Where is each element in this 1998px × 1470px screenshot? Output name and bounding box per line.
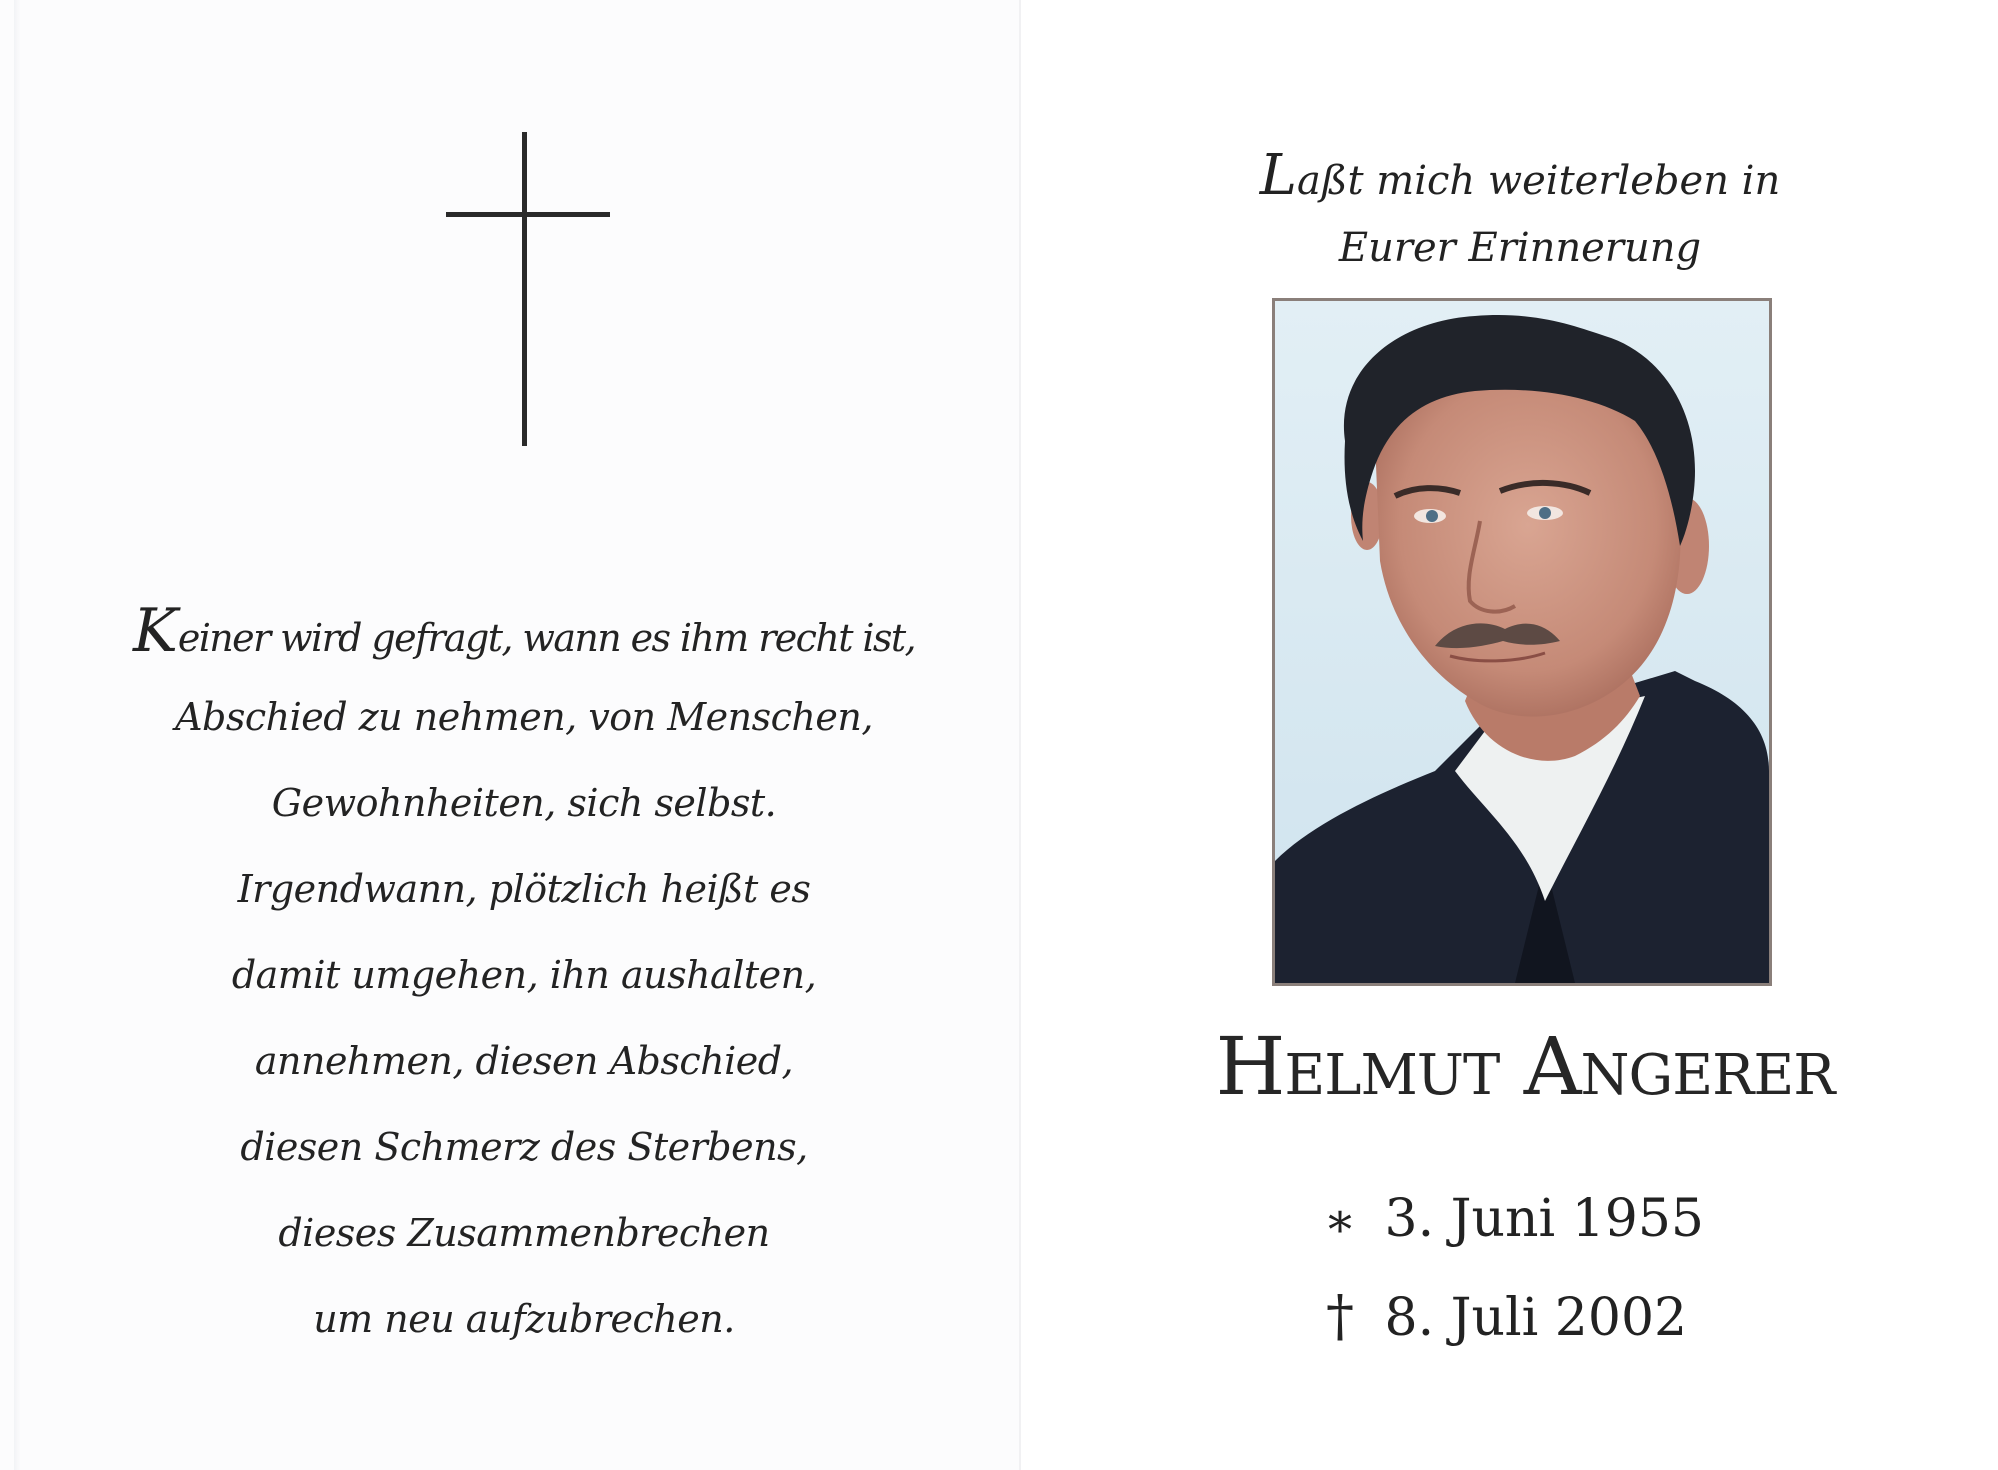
motto-line-rest: aßt mich weiterleben in <box>1296 158 1781 204</box>
cross-horizontal-bar <box>446 212 610 217</box>
birth-row <box>1312 1170 1712 1268</box>
poem-initial: K <box>133 596 178 666</box>
latin-cross-icon <box>446 132 610 446</box>
poem-line: Gewohnheiten, sich selbst. <box>271 781 777 825</box>
scan-edge <box>14 0 20 1470</box>
motto <box>1220 140 1820 284</box>
cross-vertical-bar <box>522 132 527 446</box>
birth-date: 3. Juni 1955 <box>1384 1189 1704 1249</box>
poem-line: diesen Schmerz des Sterbens, <box>240 1125 808 1169</box>
death-row <box>1312 1268 1712 1366</box>
life-dates <box>1312 1170 1712 1366</box>
poem-line-rest: einer wird gefragt, wann es ihm recht ist, <box>177 616 915 660</box>
poem-line: dieses Zusammenbrechen <box>278 1211 770 1255</box>
death-dagger-icon: † <box>1326 1284 1354 1349</box>
deceased-name: Helmut Angerer <box>1215 1020 1835 1113</box>
iris-right <box>1539 507 1551 519</box>
motto-line: Eurer Erinnerung <box>1338 225 1702 271</box>
portrait-illustration <box>1275 301 1769 983</box>
poem-line: annehmen, diesen Abschied, <box>254 1039 794 1083</box>
poem <box>110 588 938 1362</box>
poem-line: Abschied zu nehmen, von Menschen, <box>175 695 873 739</box>
poem-line <box>110 588 938 674</box>
portrait-photo <box>1272 298 1772 986</box>
poem-line: damit umgehen, ihn aushalten, <box>231 953 817 997</box>
poem-line: Irgendwann, plötzlich heißt es <box>237 867 811 911</box>
death-date: 8. Juli 2002 <box>1384 1288 1688 1348</box>
iris-left <box>1426 510 1438 522</box>
birth-star-icon: * <box>1328 1202 1352 1258</box>
motto-line <box>1220 140 1820 212</box>
motto-initial: L <box>1259 143 1297 208</box>
poem-line: um neu aufzubrechen. <box>313 1297 735 1341</box>
